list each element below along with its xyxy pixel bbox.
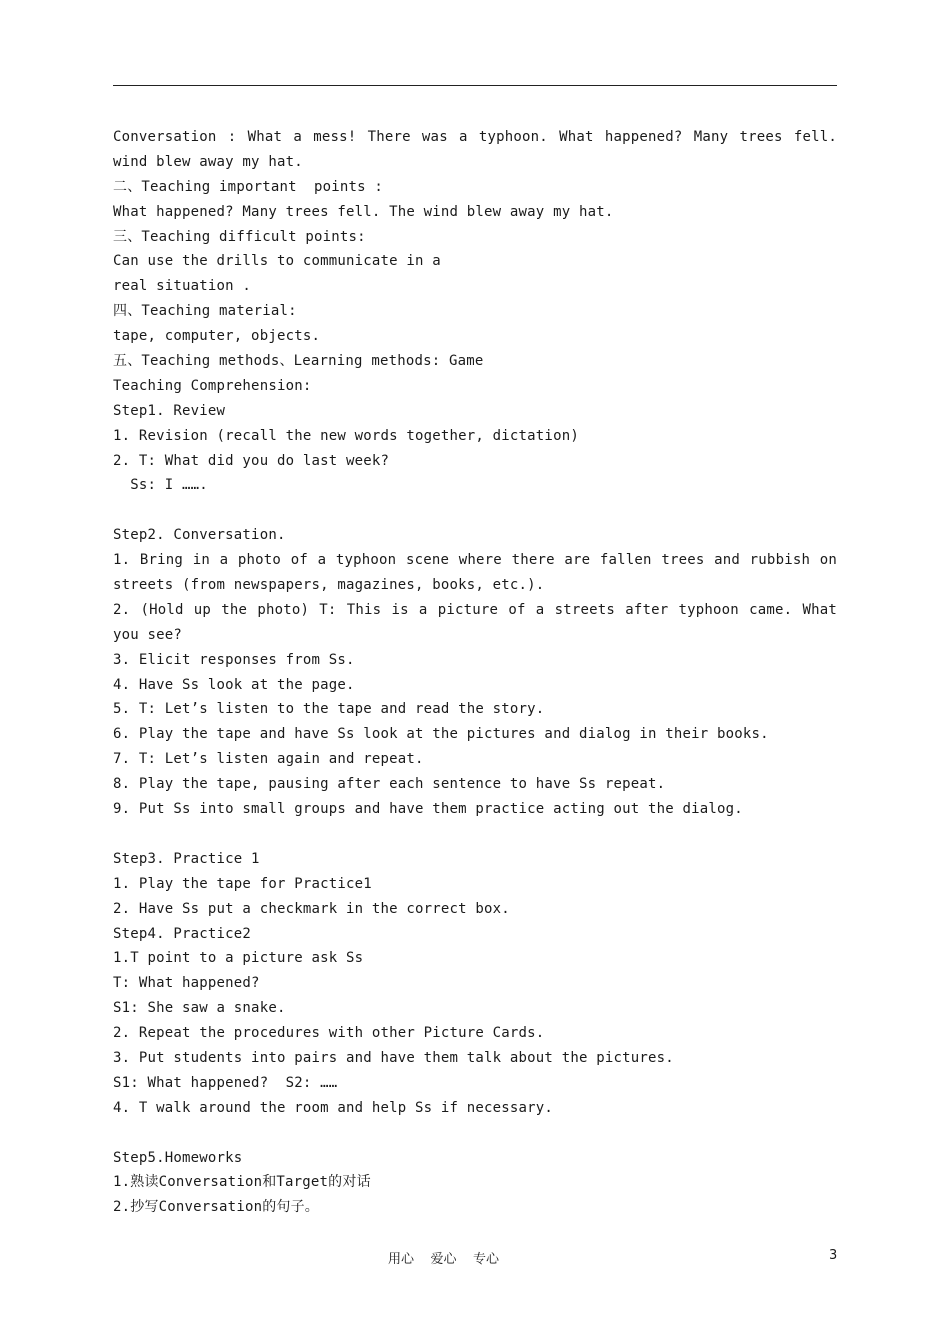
text-line: Step4. Practice2 [113,925,252,942]
text-line: 1. Revision (recall the new words together, dictation) [113,427,579,444]
text-line: S1: She saw a snake. [113,1000,286,1017]
document-body [113,125,837,1220]
text-line: Step2. Conversation. [113,527,286,544]
text-line: 9. Put Ss into small groups and have them practice acting out the dialog. [113,801,743,818]
page-footer [0,1248,950,1268]
text-line: T: What happened? [113,975,260,992]
text-line: 三、Teaching difficult points: [113,228,366,245]
text-line: 4. T walk around the room and help Ss if necessary. [113,1099,554,1116]
text-line: 7. T: Let’s listen again and repeat. [113,751,424,768]
blank-line [113,1121,837,1146]
text-line: 2. Repeat the procedures with other Picture Cards. [113,1025,545,1042]
text-line: Teaching Comprehension: [113,377,312,394]
text-line: tape, computer, objects. [113,328,321,345]
text-line: 1. Play the tape for Practice1 [113,875,372,892]
text-line: 2.抄写Conversation的句子。 [113,1199,320,1216]
text-line: Step3. Practice 1 [113,850,260,867]
text-line: 2. Have Ss put a checkmark in the correct box. [113,900,510,917]
text-line: 五、Teaching methods、Learning methods: Game [113,353,484,370]
text-line: 3. Put students into pairs and have them talk about the pictures. [113,1049,674,1066]
page-number: 3 [829,1248,838,1263]
text-line: 8. Play the tape, pausing after each sentence to have Ss repeat. [113,776,666,793]
text-line: Ss: I ……. [113,477,208,494]
text-line: Step5.Homeworks [113,1149,243,1166]
text-line: you see? [113,626,183,643]
text-line: 1.T point to a picture ask Ss [113,950,364,967]
text-line: real situation . [113,278,252,295]
text-line: 4. Have Ss look at the page. [113,676,355,693]
text-line: 四、Teaching material: [113,303,297,320]
header-rule [113,85,837,86]
text-line: 6. Play the tape and have Ss look at the pictures and dialog in their books. [113,726,769,743]
text-line: Conversation : What a mess! There was a typhoon. What happened? Many trees fell. [113,129,837,145]
text-line: 5. T: Let’s listen to the tape and read the story. [113,701,545,718]
footer-motto: 用心 爱心 专心 [388,1252,500,1267]
blank-line [113,822,837,847]
text-line: Step1. Review [113,402,226,419]
text-line: What happened? Many trees fell. The wind blew away my hat. [113,203,614,220]
text-line: Can use the drills to communicate in a [113,253,441,270]
text-line: 2. (Hold up the photo) T: This is a picture of a streets after typhoon came. What [113,601,837,618]
text-line: 2. T: What did you do last week? [113,452,390,469]
text-line: 1.熟读Conversation和Target的对话 [113,1174,371,1191]
text-line: 1. Bring in a photo of a typhoon scene where there are fallen trees and rubbish on [113,552,837,569]
text-line: 二、Teaching important points : [113,178,384,195]
text-line: 3. Elicit responses from Ss. [113,651,355,668]
text-line: wind blew away my hat. [113,153,303,170]
text-line: S1: What happened? S2: …… [113,1074,338,1091]
text-line: streets (from newspapers, magazines, books, etc.). [113,577,545,594]
blank-line [113,498,837,523]
